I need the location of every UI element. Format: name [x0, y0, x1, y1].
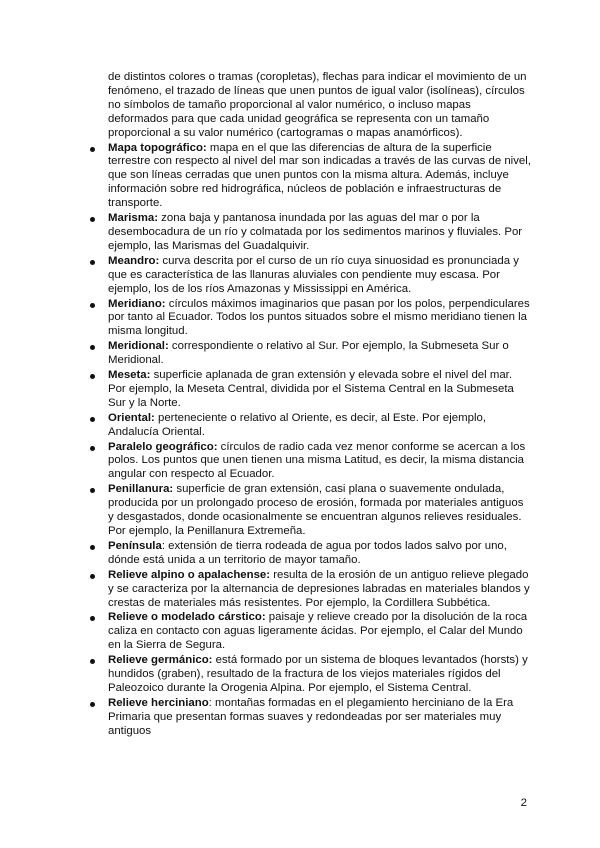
bullet-icon: [90, 417, 95, 422]
bullet-icon: [90, 616, 95, 621]
glossary-definition: correspondiente o relativo al Sur. Por ejemplo, la Submeseta Sur o Meridional.: [108, 340, 509, 367]
glossary-definition: : extensión de tierra rodeada de agua por todos lados salvo por uno, dónde está unida a un territorio de mayor tamaño.: [108, 539, 507, 566]
glossary-entry: [90, 255, 531, 297]
bullet-icon: [90, 488, 95, 493]
glossary-entry: [90, 654, 531, 696]
glossary-term: Relieve alpino o apalachense:: [108, 568, 271, 581]
glossary-definition: zona baja y pantanosa inundada por las aguas del mar o por la desembocadura de un río y colmatada por los sedimentos marinos y fluviales. Por ejemplo, las Marismas del Guadalquivir.: [108, 212, 523, 252]
bullet-icon: [90, 345, 95, 350]
glossary-term: Meandro:: [108, 254, 160, 267]
glossary-entry: [90, 441, 531, 483]
glossary-definition: círculos máximos imaginarios que pasan por los polos, perpendiculares por tanto al Ecuador. Todos los puntos situados sobre el mismo meridiano tienen la misma longitud.: [108, 297, 530, 338]
glossary-definition: mapa en el que las diferencias de altura de la superficie terrestre con respecto al nivel del mar son indicadas a través de las curvas de nivel, que son líneas cerradas que unen puntos con la misma altura. Además, incluye información sobre red hidrográfica, núcleos de población e infraestructuras de transporte.: [108, 141, 531, 210]
glossary-definition: perteneciente o relativo al Oriente, es decir, al Este. Por ejemplo, Andalucía Oriental.: [108, 411, 486, 438]
glossary-term: Meridional:: [108, 340, 169, 353]
glossary-entry: [90, 569, 531, 611]
glossary-entry: [90, 369, 531, 411]
glossary-entry: [90, 298, 531, 340]
bullet-icon: [90, 702, 95, 707]
bullet-icon: [90, 260, 95, 265]
glossary-entry: [90, 340, 531, 368]
glossary-term: Marisma:: [108, 212, 159, 225]
glossary-term: Relieve herciniano: [108, 696, 209, 709]
glossary-entry: [90, 697, 531, 739]
glossary-definition: círculos de radio cada vez menor conforme se acercan a los polos. Los puntos que unen tienen una misma Latitud, es decir, la misma distancia angular con respecto al Ecuador.: [108, 440, 526, 481]
glossary-term: Meseta:: [108, 369, 151, 382]
bullet-icon: [90, 545, 95, 550]
glossary-term: Relieve o modelado cárstico:: [108, 611, 266, 624]
bullet-icon: [90, 303, 95, 308]
bullet-icon: [90, 446, 95, 451]
glossary-entry: [90, 611, 531, 653]
glossary-list: [90, 142, 531, 739]
glossary-term: Penillanura:: [108, 483, 174, 496]
glossary-term: Península: [108, 539, 162, 552]
glossary-definition: resulta de la erosión de un antiguo relieve plegado y se caracteriza por la alternancia de depresiones labradas en materiales blandos y crestas de materiales más resistentes. Por ejemplo, la Cordillera Subbética.: [108, 568, 530, 609]
glossary-entry: [90, 212, 531, 254]
glossary-entry: [90, 142, 531, 212]
glossary-definition: : montañas formadas en el plegamiento herciniano de la Era Primaria que presentan formas suaves y redondeadas por ser materiales muy antiguos: [108, 696, 514, 737]
glossary-term: Paralelo geográfico:: [108, 440, 218, 453]
intro-paragraph: de distintos colores o tramas (coropletas), flechas para indicar el movimiento de un fenómeno, el trazado de líneas que unen puntos de igual valor (isolíneas), círculos no símbolos de tamaño proporcional al valor numérico, o incluso mapas deformados para que cada unidad geográfica se representa con un tamaño proporcional a su valor numérico (cartogramas o mapas anamórficos).: [108, 71, 527, 139]
glossary-definition: paisaje y relieve creado por la disolución de la roca caliza en contacto con aguas ligeramente ácidas. Por ejemplo, el Calar del Mundo en la Sierra de Segura.: [108, 611, 528, 652]
glossary-definition: curva descrita por el curso de un río cuya sinuosidad es pronunciada y que es característica de las llanuras aluviales con pendiente muy escasa. Por ejemplo, los de los ríos Amazonas y Mississippi en América.: [108, 254, 519, 295]
glossary-entry: [90, 483, 531, 539]
glossary-term: Oriental:: [108, 411, 155, 424]
page-number: 2: [520, 797, 527, 809]
bullet-icon: [90, 659, 95, 664]
glossary-term: Relieve germánico:: [108, 654, 213, 667]
bullet-icon: [90, 374, 95, 379]
glossary-term: Meridiano:: [108, 297, 166, 310]
glossary-content: [90, 71, 531, 740]
bullet-icon: [90, 574, 95, 579]
glossary-definition: está formado por un sistema de bloques levantados (horsts) y hundidos (graben), resultado de la fractura de los viejos materiales rígidos del Paleozoico durante la Orogenia Alpina. Por ejemplo, el Sistema Central.: [108, 654, 528, 694]
glossary-definition: superficie de gran extensión, casi plana o suavemente ondulada, producida por un prolongado proceso de erosión, formada por materiales antiguos y desgastados, donde ocasionalmente se encuentran algunos relieves residuales. Por ejemplo, la Penillanura Extremeña.: [108, 483, 524, 537]
glossary-entry: [90, 540, 531, 568]
glossary-definition: superficie aplanada de gran extensión y elevada sobre el nivel del mar. Por ejemplo, la Meseta Central, dividida por el Sistema Central en la Submeseta Sur y la Norte.: [108, 369, 514, 409]
glossary-entry: [90, 412, 531, 440]
glossary-term: Mapa topográfico:: [108, 141, 207, 154]
bullet-icon: [90, 217, 95, 222]
bullet-icon: [90, 147, 95, 152]
